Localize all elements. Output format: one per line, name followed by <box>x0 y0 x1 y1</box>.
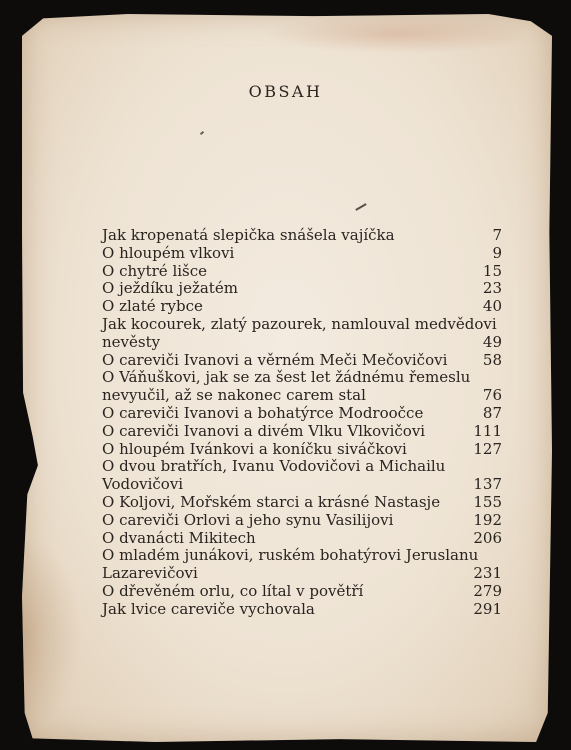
toc-entry-title: O dvou bratřích, Ivanu Vodovičovi a Michailu <box>102 457 446 476</box>
toc-page-number: 58 <box>482 350 502 369</box>
page-title: OBSAH <box>248 82 323 101</box>
toc-page-number: 23 <box>482 279 502 298</box>
toc-entry-title: O dvanácti Mikitech <box>102 528 256 547</box>
toc-entry-line <box>102 227 502 245</box>
toc-entry-title: O hloupém Ivánkovi a koníčku siváčkovi <box>102 439 407 458</box>
toc-page-number: 7 <box>492 226 502 244</box>
toc-entry-title: O Váňuškovi, jak se za šest let žádnému řemeslu <box>102 368 471 387</box>
toc-entry-line <box>102 441 502 459</box>
toc-entry-title: Jak kropenatá slepička snášela vajíčka <box>102 226 395 244</box>
toc-page-number: 231 <box>473 564 502 583</box>
toc-page-number: 192 <box>473 510 502 529</box>
toc-entry-line <box>102 530 502 548</box>
toc-entry-line <box>102 280 502 298</box>
table-of-contents <box>102 227 502 619</box>
toc-entry-line <box>102 476 502 494</box>
toc-entry-line <box>102 316 502 334</box>
toc-entry-title: Jak kocourek, zlatý pazourek, namlouval medvědovi <box>102 314 497 333</box>
toc-page-number: 76 <box>482 386 502 405</box>
toc-page-number: 291 <box>473 599 502 618</box>
toc-page-number: 127 <box>473 439 502 458</box>
toc-page-number: 111 <box>473 421 502 440</box>
toc-entry-line <box>102 565 502 583</box>
toc-entry-title: Jak lvice careviče vychovala <box>102 599 315 618</box>
toc-entry-title: O careviči Ivanovi a bohatýrce Modroočce <box>102 403 424 422</box>
toc-entry-title: O Koljovi, Mořském starci a krásné Nastasje <box>102 492 441 511</box>
toc-entry-title: nevěsty <box>102 332 161 351</box>
toc-entry-title: Lazarevičovi <box>102 564 198 583</box>
toc-entry-line <box>102 298 502 316</box>
toc-entry-title: nevyučil, až se nakonec carem stal <box>102 386 366 405</box>
toc-page-number: 279 <box>473 581 502 600</box>
toc-entry-line <box>102 352 502 370</box>
toc-entry-title: O mladém junákovi, ruském bohatýrovi Jeruslanu <box>102 546 479 565</box>
toc-entry-title: Vodovičovi <box>102 475 184 494</box>
toc-page-number: 15 <box>482 261 502 280</box>
paper-stain <box>22 534 82 734</box>
toc-page-number: 49 <box>482 332 502 351</box>
toc-entry-line <box>102 583 502 601</box>
toc-entry-line <box>102 494 502 512</box>
toc-entry-line <box>102 263 502 281</box>
toc-entry-title: O ježdíku ježatém <box>102 279 238 298</box>
toc-entry-title: O zlaté rybce <box>102 297 203 316</box>
toc-entry-title: O careviči Ivanovi a věrném Meči Mečovičovi <box>102 350 448 369</box>
toc-entry-line <box>102 334 502 352</box>
toc-entry-title: O careviči Orlovi a jeho synu Vasilijovi <box>102 510 394 529</box>
toc-page-number: 155 <box>473 492 502 511</box>
toc-entry-line <box>102 458 502 476</box>
toc-entry-line <box>102 547 502 565</box>
toc-entry-title: O careviči Ivanovi a divém Vlku Vlkovičovi <box>102 421 426 440</box>
toc-page-number: 9 <box>492 243 502 262</box>
toc-entry-line <box>102 369 502 387</box>
toc-entry-line <box>102 387 502 405</box>
toc-page-number: 137 <box>473 475 502 494</box>
toc-entry-title: O chytré lišce <box>102 261 208 280</box>
toc-entry-line <box>102 601 502 619</box>
toc-entry-line <box>102 405 502 423</box>
toc-entry-line <box>102 512 502 530</box>
toc-page-number: 87 <box>482 403 502 422</box>
toc-page-number: 206 <box>473 528 502 547</box>
toc-entry-line <box>102 423 502 441</box>
toc-entry-line <box>102 245 502 263</box>
toc-entry-title: O dřevěném orlu, co lítal v povětří <box>102 581 364 600</box>
paper-stain <box>262 14 532 54</box>
toc-entry-title: O hloupém vlkovi <box>102 243 235 262</box>
toc-page-number: 40 <box>482 297 502 316</box>
